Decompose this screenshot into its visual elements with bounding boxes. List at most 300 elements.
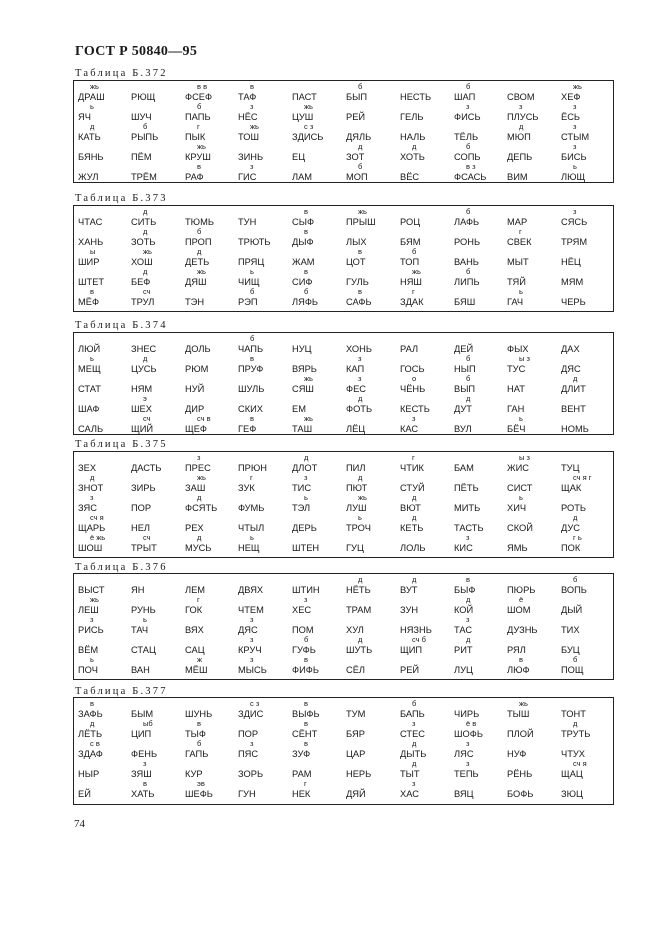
superscript-mark: з [466, 759, 470, 768]
superscript-mark: ь [573, 162, 577, 171]
word-label: СКОЙ [507, 523, 533, 533]
word-cell [454, 636, 473, 655]
word-cell [78, 83, 105, 102]
word-label: ЛЕМ [185, 585, 206, 595]
superscript-mark: жь [250, 122, 259, 131]
word-cell [238, 123, 259, 142]
superscript-mark: г [304, 779, 307, 788]
superscript-mark: в [197, 719, 201, 728]
word-cell [454, 268, 480, 287]
superscript-mark: ь [90, 354, 94, 363]
word-cell [292, 288, 318, 307]
word-cell [185, 143, 211, 162]
word-cell [346, 616, 364, 635]
superscript-mark: з [250, 739, 254, 748]
table-row [74, 228, 613, 250]
word-cell [185, 494, 217, 513]
word-label: ЗДАК [400, 297, 424, 307]
superscript-mark: г ь [573, 533, 582, 542]
word-label: РОТЬ [561, 503, 587, 513]
table-row [74, 248, 613, 270]
word-cell [131, 760, 152, 779]
word-cell [454, 143, 481, 162]
word-cell [238, 780, 256, 799]
word-cell [78, 700, 103, 719]
word-label: ПЛОЙ [507, 729, 534, 739]
word-cell [346, 415, 365, 434]
word-cell [454, 228, 480, 247]
word-cell [131, 228, 156, 247]
word-cell [185, 83, 212, 102]
word-label: СИСТ [507, 483, 533, 493]
table-caption: Таблица Б.372 [75, 68, 168, 79]
word-cell [78, 656, 98, 675]
superscript-mark: д [573, 374, 578, 383]
word-label: ЩЕФ [185, 424, 207, 434]
superscript-mark: в [519, 655, 523, 664]
superscript-mark: ы з [519, 453, 530, 462]
word-label: ЦУШ [292, 112, 314, 122]
word-cell [292, 375, 314, 394]
word-label: ФЫХ [507, 344, 529, 354]
superscript-mark: сч б [412, 635, 426, 644]
word-cell [292, 494, 310, 513]
superscript-mark: з [304, 595, 308, 604]
word-cell [507, 720, 534, 739]
superscript-mark: в [197, 162, 201, 171]
word-label: ВИМ [507, 172, 528, 182]
superscript-mark: з [466, 102, 470, 111]
word-label: ШУТЬ [346, 645, 373, 655]
superscript-mark: жь [358, 493, 367, 502]
word-label: ЗОТЬ [131, 237, 156, 247]
word-label: ШЕХ [131, 404, 152, 414]
word-label: ГУЛЬ [346, 277, 369, 287]
word-cell [292, 760, 312, 779]
word-cell [346, 454, 365, 473]
word-label: ПОМ [292, 625, 314, 635]
word-label: ДЯС [238, 625, 258, 635]
word-label: ЗЯС [78, 503, 97, 513]
superscript-mark: сч я [90, 513, 104, 522]
superscript-mark: з [573, 207, 577, 216]
word-cell [454, 103, 481, 122]
word-cell [185, 268, 207, 287]
superscript-mark: жь [358, 207, 367, 216]
table-row [74, 355, 613, 377]
word-label: ДЫЙ [561, 605, 583, 615]
word-cell [400, 616, 432, 635]
word-label: ЛУЦ [454, 665, 473, 675]
word-cell [131, 616, 148, 635]
word-label: ДУС [561, 523, 581, 533]
word-cell [561, 335, 580, 354]
table-row [74, 123, 613, 145]
superscript-mark: жь [573, 82, 582, 91]
word-cell [454, 335, 473, 354]
word-cell [346, 760, 371, 779]
word-cell [561, 454, 579, 473]
word-label: СЯШ [292, 384, 314, 394]
word-label: ГОСЬ [400, 364, 425, 374]
word-cell [292, 268, 312, 287]
word-cell [78, 760, 99, 779]
table-caption: Таблица Б.373 [75, 193, 168, 204]
word-label: ВЁМ [78, 645, 99, 655]
superscript-mark: г [197, 595, 200, 604]
word-cell [346, 780, 366, 799]
word-label: БЫП [346, 92, 368, 102]
word-cell [561, 720, 590, 739]
word-label: ШАП [454, 92, 476, 102]
word-label: ПЮТ [346, 483, 368, 493]
word-cell [400, 656, 419, 675]
word-cell [131, 596, 156, 615]
table-row [74, 534, 613, 556]
word-cell [561, 415, 589, 434]
word-cell [292, 395, 306, 414]
word-cell [292, 123, 323, 142]
table-row [74, 288, 613, 310]
word-cell [131, 395, 152, 414]
word-cell [561, 395, 586, 414]
word-cell [238, 268, 260, 287]
word-label: НОМЬ [561, 424, 589, 434]
table-row [74, 335, 613, 357]
superscript-mark: д [466, 394, 471, 403]
superscript-mark: в [250, 414, 254, 423]
word-label: ТРЫТ [131, 543, 157, 553]
superscript-mark: ь [250, 533, 254, 542]
word-label: КАП [346, 364, 365, 374]
word-label: ДЛОТ [292, 463, 318, 473]
word-label: ГУН [238, 789, 256, 799]
superscript-mark: б [358, 162, 363, 171]
word-label: ГУЦ [346, 543, 364, 553]
word-label: ВЫСТ [78, 585, 105, 595]
word-cell [454, 780, 473, 799]
table-row [74, 720, 613, 742]
word-label: ПИЛ [346, 463, 366, 473]
word-label: РОЦ [400, 217, 421, 227]
word-label: РУНЬ [131, 605, 156, 615]
word-label: БЕФ [131, 277, 151, 287]
superscript-mark: д [143, 227, 148, 236]
superscript-mark: д [412, 759, 417, 768]
table-row [74, 268, 613, 290]
word-cell [561, 228, 587, 247]
word-label: ЗЕХ [78, 463, 97, 473]
superscript-mark: б [466, 267, 471, 276]
word-cell [185, 616, 204, 635]
superscript-mark: д [358, 394, 363, 403]
word-label: САЦ [185, 645, 205, 655]
word-label: ЧАПЬ [238, 344, 264, 354]
word-label: ТОП [400, 257, 420, 267]
word-label: ТУЦ [561, 463, 580, 473]
superscript-mark: в [90, 699, 94, 708]
word-label: ТЭЛ [292, 503, 311, 513]
word-cell [185, 596, 202, 615]
word-cell [185, 395, 204, 414]
word-cell [292, 103, 313, 122]
word-cell [346, 534, 364, 553]
word-cell [507, 83, 535, 102]
word-label: ЛУШ [346, 503, 367, 513]
superscript-mark: з [250, 162, 254, 171]
word-cell [346, 514, 371, 533]
word-cell [238, 700, 263, 719]
table-row [74, 143, 613, 165]
superscript-mark: сч [143, 533, 151, 542]
word-label: ЖИС [507, 463, 529, 473]
word-cell [507, 268, 526, 287]
word-label: ДЕЙ [454, 344, 474, 354]
word-label: ДРАШ [78, 92, 105, 102]
word-cell [346, 375, 366, 394]
word-cell [185, 576, 205, 595]
superscript-mark: эв [197, 779, 205, 788]
word-cell [507, 514, 533, 533]
word-label: ПРЯЦ [238, 257, 265, 267]
word-cell [131, 268, 150, 287]
word-label: ДЕПЬ [507, 152, 533, 162]
word-cell [78, 474, 103, 493]
superscript-mark: з [90, 493, 94, 502]
superscript-mark: сч [143, 287, 151, 296]
word-label: ШАФ [78, 404, 100, 414]
word-label: ЗУК [238, 483, 255, 493]
word-cell [507, 395, 524, 414]
table-caption: Таблица Б.376 [75, 562, 168, 573]
word-cell [78, 208, 102, 227]
word-cell [346, 143, 364, 162]
word-label: ТИХ [561, 625, 580, 635]
word-label: РЁНЬ [507, 769, 533, 779]
word-label: ЗДИС [238, 709, 264, 719]
word-label: БЯМ [400, 237, 421, 247]
superscript-mark: д [143, 354, 148, 363]
superscript-mark: сч я г [573, 473, 592, 482]
word-cell [346, 103, 365, 122]
word-cell [238, 228, 271, 247]
word-label: ГОК [185, 605, 203, 615]
word-label: БЯР [346, 729, 365, 739]
word-cell [507, 288, 523, 307]
superscript-mark: з [573, 142, 577, 151]
word-label: РЕХ [185, 523, 204, 533]
word-label: ХЕС [292, 605, 312, 615]
superscript-mark: ь [304, 493, 308, 502]
word-cell [131, 636, 156, 655]
word-label: ШУЧ [131, 112, 152, 122]
word-cell [292, 656, 319, 675]
word-cell [292, 454, 317, 473]
superscript-mark: в в [197, 82, 208, 91]
word-label: БЫФ [454, 585, 476, 595]
word-label: СКИХ [238, 404, 264, 414]
table-row [74, 514, 613, 536]
word-cell [185, 163, 204, 182]
word-cell [78, 288, 99, 307]
word-label: НАЛЬ [400, 132, 426, 142]
superscript-mark: г [197, 122, 200, 131]
superscript-mark: з [90, 615, 94, 624]
word-label: САФЬ [346, 297, 372, 307]
superscript-mark: жь [412, 267, 421, 276]
word-label: ЦУСЬ [131, 364, 157, 374]
word-cell [454, 355, 476, 374]
word-cell [507, 700, 529, 719]
word-label: ТУМ [346, 709, 366, 719]
word-label: СОПЬ [454, 152, 481, 162]
word-cell [400, 700, 425, 719]
word-label: ПЮРЬ [507, 585, 536, 595]
word-label: ГИС [238, 172, 257, 182]
superscript-mark: б [466, 142, 471, 151]
word-cell [131, 288, 154, 307]
word-cell [507, 760, 532, 779]
word-label: НЁС [238, 112, 258, 122]
word-cell [78, 494, 97, 513]
word-label: НЁТЬ [346, 585, 371, 595]
word-label: НЕСТЬ [400, 92, 432, 102]
word-cell [400, 635, 426, 655]
word-label: ЦИП [131, 729, 152, 739]
word-cell [561, 143, 587, 162]
superscript-mark: жь [90, 82, 99, 91]
superscript-mark: жь [304, 374, 313, 383]
superscript-mark: ь [519, 287, 523, 296]
word-label: НЁЦ [561, 257, 581, 267]
word-label: ЗЮЦ [561, 789, 583, 799]
superscript-mark: ь [90, 655, 94, 664]
word-cell [400, 103, 423, 122]
superscript-mark: б [412, 699, 417, 708]
word-label: СВОМ [507, 92, 535, 102]
word-label: МЫТ [507, 257, 529, 267]
word-cell [78, 454, 96, 473]
word-cell [292, 143, 305, 162]
superscript-mark: в [304, 655, 308, 664]
word-cell [346, 395, 372, 414]
superscript-mark: сч [143, 414, 151, 423]
word-cell [346, 636, 372, 655]
word-label: ДАСТЬ [131, 463, 162, 473]
word-cell [561, 248, 581, 267]
word-cell [131, 534, 157, 553]
word-cell [507, 474, 532, 493]
word-cell [454, 700, 479, 719]
word-cell [238, 576, 263, 595]
word-label: ЯН [131, 585, 145, 595]
word-label: РЯЛ [507, 645, 526, 655]
superscript-mark: в [90, 287, 94, 296]
word-label: ГЕФ [238, 424, 257, 434]
word-label: РЫПЬ [131, 132, 159, 142]
superscript-mark: б [197, 227, 202, 236]
word-label: ШОШ [78, 543, 103, 553]
word-cell [292, 355, 317, 374]
word-label: НЫР [78, 769, 100, 779]
word-label: БУЦ [561, 645, 580, 655]
word-label: НАТ [507, 384, 525, 394]
word-label: ШТИН [292, 585, 320, 595]
word-label: ДВЯХ [238, 585, 264, 595]
word-label: МЮП [507, 132, 531, 142]
word-label: ДЯШ [185, 277, 207, 287]
word-cell [131, 103, 152, 122]
word-label: НЕЛ [131, 523, 151, 533]
superscript-mark: ь [143, 615, 147, 624]
superscript-mark: д [143, 267, 148, 276]
word-cell [400, 268, 422, 287]
word-cell [292, 740, 310, 759]
word-cell [507, 415, 526, 434]
superscript-mark: г [519, 227, 522, 236]
superscript-mark: э [143, 394, 147, 403]
superscript-mark: ь [519, 493, 523, 502]
word-cell [78, 102, 94, 122]
word-label: ФИСЬ [454, 112, 481, 122]
word-label: ЗОТ [346, 152, 365, 162]
superscript-mark: с з [304, 122, 314, 131]
word-cell [454, 395, 472, 414]
word-cell [346, 740, 365, 759]
word-cell [346, 248, 366, 267]
superscript-mark: г [412, 287, 415, 296]
word-label: СЁЛ [346, 665, 366, 675]
word-label: РАФ [185, 172, 204, 182]
superscript-mark: жь [143, 247, 152, 256]
word-label: ВУЛ [454, 424, 472, 434]
word-cell [78, 780, 91, 799]
word-table [73, 451, 614, 558]
superscript-mark: сч в [197, 414, 211, 423]
word-cell [346, 720, 365, 739]
superscript-mark: жь [519, 699, 528, 708]
word-cell [346, 656, 365, 675]
word-cell [238, 454, 267, 473]
superscript-mark: д [412, 142, 417, 151]
word-label: МОП [346, 172, 368, 182]
word-label: ФИФЬ [292, 665, 319, 675]
superscript-mark: д [358, 635, 363, 644]
superscript-mark: д [358, 142, 363, 151]
superscript-mark: в [304, 267, 308, 276]
word-cell [185, 228, 212, 247]
word-label: РЕЙ [400, 665, 420, 675]
word-cell [400, 474, 425, 493]
word-label: ЯМЬ [507, 543, 528, 553]
word-label: ХЕФ [561, 92, 581, 102]
word-cell [561, 208, 587, 227]
word-label: ВАНЬ [454, 257, 479, 267]
word-label: КРУЧ [238, 645, 262, 655]
word-cell [292, 335, 312, 354]
word-cell [507, 454, 529, 473]
word-cell [185, 636, 205, 655]
word-cell [454, 760, 479, 779]
word-cell [292, 163, 312, 182]
table-row [74, 163, 613, 185]
word-label: БИСЬ [561, 152, 587, 162]
word-cell [507, 494, 526, 513]
word-cell [185, 355, 208, 374]
word-label: НЯШ [400, 277, 422, 287]
word-label: ЧЕРЬ [561, 297, 586, 307]
superscript-mark: д [197, 493, 202, 502]
